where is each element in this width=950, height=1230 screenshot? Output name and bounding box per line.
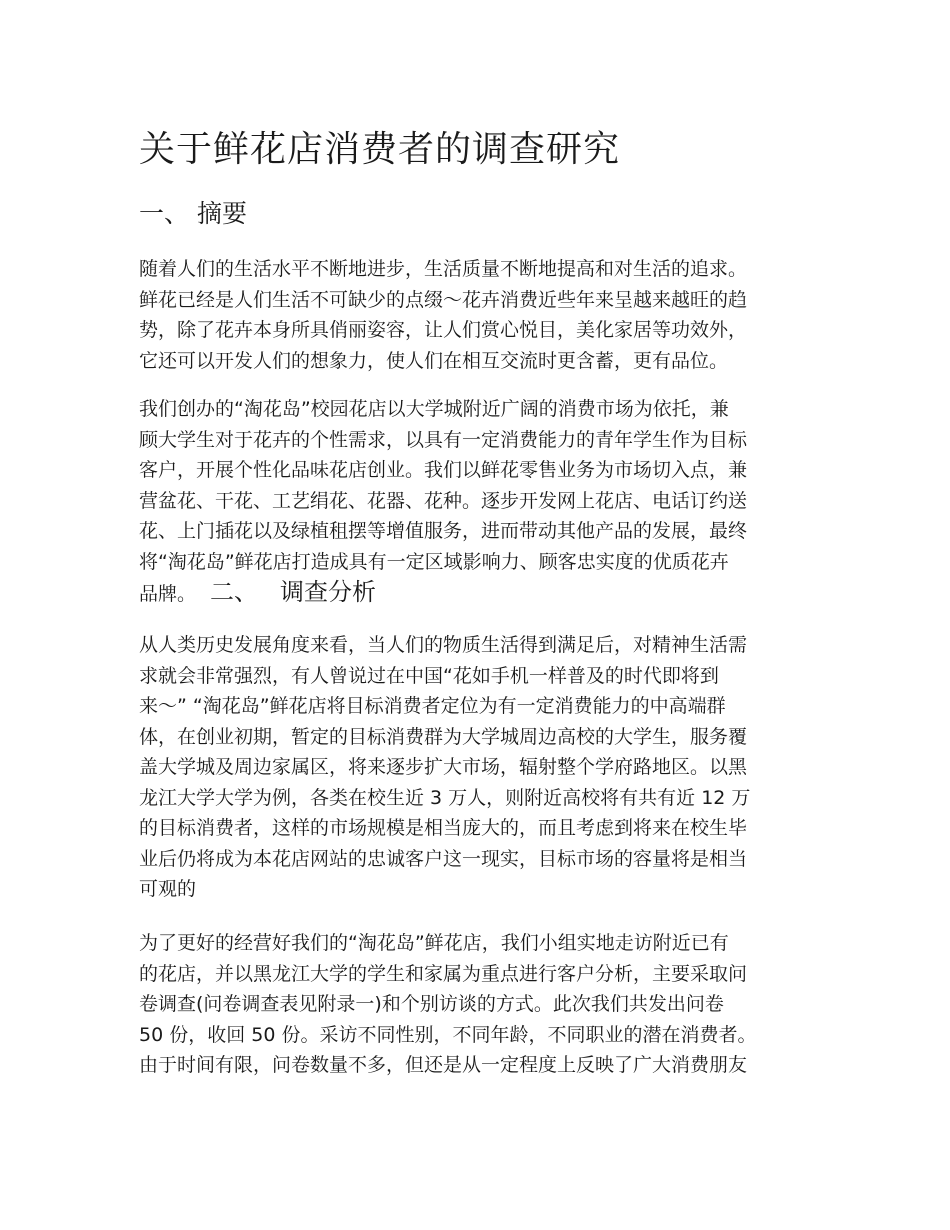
section-heading-analysis xyxy=(210,578,376,606)
abstract-paragraph-1 xyxy=(139,254,819,376)
document-title: 关于鲜花店消费者的调查研究 xyxy=(139,129,621,170)
text-line: 龙江大学大学为例，各类在校生近 3 万人，则附近高校将有共有近 12 万 xyxy=(139,786,751,809)
text-line: 势，除了花卉本身所具俏丽姿容，让人们赏心悦目，美化家居等功效外， xyxy=(139,319,748,341)
text-line: 的目标消费者，这样的市场规模是相当庞大的，而且考虑到将来在校生毕 xyxy=(139,817,748,839)
analysis-paragraph-2 xyxy=(139,928,819,1081)
text-line: 的花店，并以黑龙江大学的学生和家属为重点进行客户分析，主要采取问 xyxy=(139,962,748,985)
text-line: 盖大学城及周边家属区，将来逐步扩大市场，辐射整个学府路地区。以黑 xyxy=(139,756,748,778)
text-line: 来～” “淘花岛”鲜花店将目标消费者定位为有一定消费能力的中高端群 xyxy=(139,695,726,717)
heading-number: 二、 xyxy=(210,578,259,606)
text-line: 顾大学生对于花卉的个性需求，以具有一定消费能力的青年学生作为目标 xyxy=(139,428,748,451)
analysis-paragraph-1 xyxy=(139,630,819,905)
text-line: 由于时间有限，问卷数量不多，但还是从一定程度上反映了广大消费朋友 xyxy=(139,1054,748,1076)
heading-text: 调查分析 xyxy=(280,578,377,606)
text-line: 业后仍将成为本花店网站的忠诚客户这一现实，目标市场的容量将是相当 xyxy=(139,847,748,870)
text-line: 体，在创业初期，暂定的目标消费群为大学城周边高校的大学生，服务覆 xyxy=(139,725,748,748)
text-line: 求就会非常强烈，有人曾说过在中国“花如手机一样普及的时代即将到 xyxy=(139,664,719,687)
abstract-paragraph-2 xyxy=(139,394,819,608)
text-fragment: 品牌。 xyxy=(139,583,197,605)
text-line: 将“淘花岛”鲜花店打造成具有一定区域影响力、顾客忠实度的优质花卉 xyxy=(139,550,729,573)
text-line: 客户，开展个性化品味花店创业。我们以鲜花零售业务为市场切入点，兼 xyxy=(139,459,748,481)
text-line: 鲜花已经是人们生活不可缺少的点缀～花卉消费近些年来呈越来越旺的趋 xyxy=(139,288,748,311)
text-line: 随着人们的生活水平不断地进步，生活质量不断地提高和对生活的追求。 xyxy=(139,258,748,280)
text-line: 从人类历史发展角度来看，当人们的物质生活得到满足后，对精神生活需 xyxy=(139,634,748,656)
text-line: 为了更好的经营好我们的“淘花岛”鲜花店，我们小组实地走访附近已有 xyxy=(139,932,729,954)
text-line: 花、上门插花以及绿植租摆等增值服务，进而带动其他产品的发展，最终 xyxy=(139,520,748,542)
text-line: 可观的 xyxy=(139,878,197,900)
text-line: 卷调查(问卷调查表见附录一)和个别访谈的方式。此次我们共发出问卷 xyxy=(139,993,724,1015)
section-heading-abstract: 一、 摘要 xyxy=(139,199,247,228)
text-line-with-heading xyxy=(139,577,819,608)
text-line: 50 份，收回 50 份。采访不同性别，不同年龄，不同职业的潜在消费者。 xyxy=(139,1023,757,1046)
text-line: 我们创办的“淘花岛”校园花店以大学城附近广阔的消费市场为依托，兼 xyxy=(139,398,729,420)
text-line: 它还可以开发人们的想象力，使人们在相互交流时更含蓄，更有品位。 xyxy=(139,349,729,372)
text-line: 营盆花、干花、工艺绢花、花器、花种。逐步开发网上花店、电话订约送 xyxy=(139,489,748,512)
